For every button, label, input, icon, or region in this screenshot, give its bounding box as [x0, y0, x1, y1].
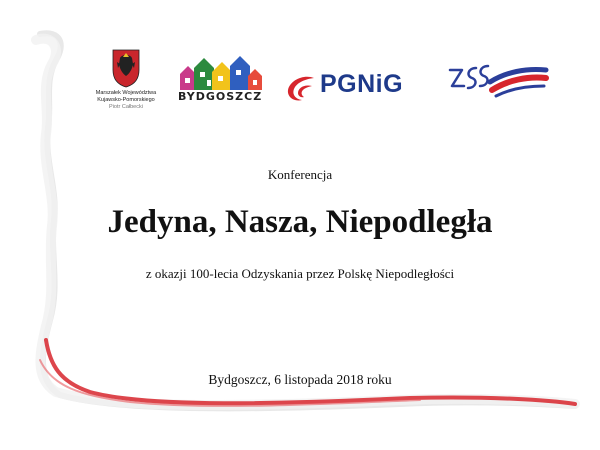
zss-emblem-icon	[446, 56, 550, 106]
bydgoszcz-logo	[176, 54, 268, 108]
bydgoszcz-wordmark: BYDGOSZCZ	[178, 90, 263, 103]
houses-icon	[176, 54, 268, 92]
pgnig-wordmark: PGNiG	[320, 70, 404, 98]
conference-title: Jedyna, Nasza, Niepodległa	[107, 204, 493, 240]
place-and-date: Bydgoszcz, 6 listopada 2018 roku	[208, 372, 392, 387]
event-type: Konferencja	[267, 167, 333, 182]
marshal-signature: Piotr Całbecki	[109, 104, 143, 110]
flame-icon	[284, 70, 318, 104]
marshal-line-1: Marszałek Województwa	[95, 90, 157, 96]
marshal-line-2: Kujawsko-Pomorskiego	[97, 97, 155, 103]
zss-logo	[446, 56, 550, 106]
pgnig-logo	[284, 70, 424, 106]
marshal-logo	[86, 48, 166, 111]
coat-of-arms-icon	[111, 48, 141, 88]
occasion-subtitle: z okazji 100-lecia Odzyskania przez Polskę Niepodległości	[145, 266, 455, 281]
